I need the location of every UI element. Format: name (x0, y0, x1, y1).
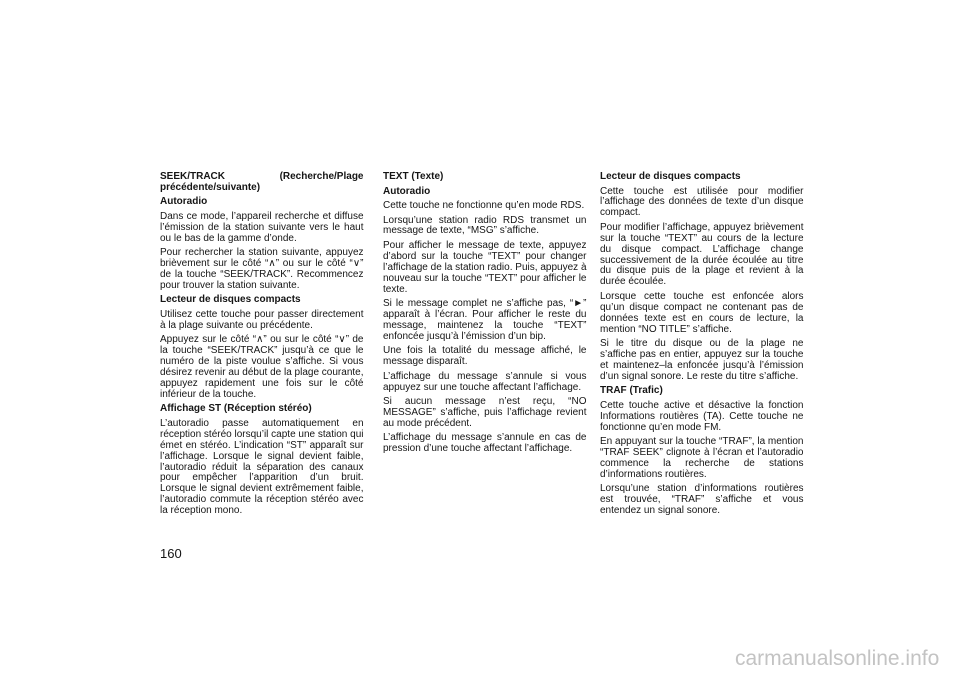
paragraph: Pour afficher le message de texte, appuyez d’abord sur la touche “TEXT” pour changer l’affichage de la station radio. Puis, appuyez à nouveau sur la touche “TEXT” pour afficher le texte. (383, 239, 587, 295)
section-heading-text: TEXT (Texte) (383, 171, 444, 182)
paragraph: En appuyant sur la touche “TRAF”, la mention “TRAF SEEK” clignote à l’écran et l’autoradio commence la recherche de stations d’informations routières. (600, 436, 804, 480)
subheading-autoradio: Autoradio (160, 196, 208, 208)
paragraph: Si le message complet ne s’affiche pas, “►” apparaît à l’écran. Pour afficher le reste du message, maintenez la touche “TEXT” enfoncée jusqu’à l’émission d’un bip. (383, 298, 587, 342)
paragraph: Utilisez cette touche pour passer directement à la plage suivante ou précédente. (160, 308, 364, 331)
paragraph: L’affichage du message s’annule si vous appuyez sur une touche affectant l’affichage. (383, 370, 587, 393)
subheading-cd-player: Lecteur de disques compacts (160, 294, 301, 306)
paragraph: Pour rechercher la station suivante, appuyez brièvement sur le côté “∧” ou sur le côté “∨” de la touche “SEEK/TRACK”. Recommencez pour trouver la station suivante. (160, 247, 364, 291)
paragraph: Cette touche ne fonctionne qu’en mode RDS. (383, 200, 585, 211)
paragraph: Une fois la totalité du message affiché, le message disparaît. (383, 345, 587, 368)
paragraph: Si aucun message n’est reçu, “NO MESSAGE” s’affiche, puis l’affichage revient au mode précédent. (383, 396, 587, 429)
paragraph: Dans ce mode, l’appareil recherche et diffuse l’émission de la station suivante vers le haut ou le bas de la gamme d’onde. (160, 210, 364, 244)
paragraph: L’autoradio passe automatiquement en réception stéréo lorsqu’il capte une station qui émet en stéréo. L’indication “ST” apparaît sur l’affichage. Lorsque le signal devient faible, l’autoradio réduit la séparation des canaux pour empêcher l’apparition d’un bruit. Lorsque le signal devient extrêmement faible, l’autoradio commute la réception stéréo avec la réception mono. (160, 417, 364, 517)
paragraph: Appuyez sur le côté “∧” ou sur le côté “∨” de la touche “SEEK/TRACK” jusqu’à ce que le numéro de la piste voulue s’affiche. Si vous désirez revenir au début de la plage courante, appuyez rapidement une fois sur le côté inférieur de la touche. (160, 334, 364, 400)
paragraph: Lorsque cette touche est enfoncée alors qu’un disque compact ne contenant pas de données texte est en cours de lecture, la mention “NO TITLE” s’affiche. (600, 290, 804, 335)
subheading-autoradio: Autoradio (383, 185, 431, 197)
paragraph: L’affichage du message s’annule en cas de pression d’une touche affectant l’affichage. (383, 432, 587, 455)
paragraph: Cette touche est utilisée pour modifier l’affichage des données de texte d’un disque compact. (600, 185, 804, 219)
column-left (160, 172, 364, 521)
watermark: carmanualsonline.info (735, 647, 940, 670)
paragraph: Lorsqu’une station radio RDS transmet un message de texte, “MSG” s’affiche. (383, 214, 587, 237)
section-heading-traf: TRAF (Trafic) (600, 385, 663, 397)
section-heading-stereo-display: Affichage ST (Réception stéréo) (160, 403, 312, 415)
paragraph: Si le titre du disque ou de la plage ne s’affiche pas en entier, appuyez sur la touche et maintenez–la enfoncée jusqu’à l’émission d’un signal sonore. Le reste du titre s’affiche. (600, 338, 804, 382)
paragraph: Cette touche active et désactive la fonction Informations routières (TA). Cette touche ne fonctionne qu’en mode FM. (600, 399, 804, 433)
section-heading-seek-track: SEEK/TRACK (Recherche/Plage précédente/suivante) (160, 171, 364, 193)
paragraph: Pour modifier l’affichage, appuyez brièvement sur la touche “TEXT” au cours de la lecture du disque compact. L’affichage change successivement de la durée écoulée au titre du disque puis de la plage et revient à la durée écoulée. (600, 221, 804, 288)
subheading-cd-player: Lecteur de disques compacts (600, 171, 741, 182)
column-right (600, 172, 804, 521)
paragraph: Lorsqu’une station d’informations routières est trouvée, “TRAF” s’affiche et vous entendez un signal sonore. (600, 483, 804, 517)
page-number: 160 (160, 546, 182, 561)
column-middle (383, 172, 587, 459)
